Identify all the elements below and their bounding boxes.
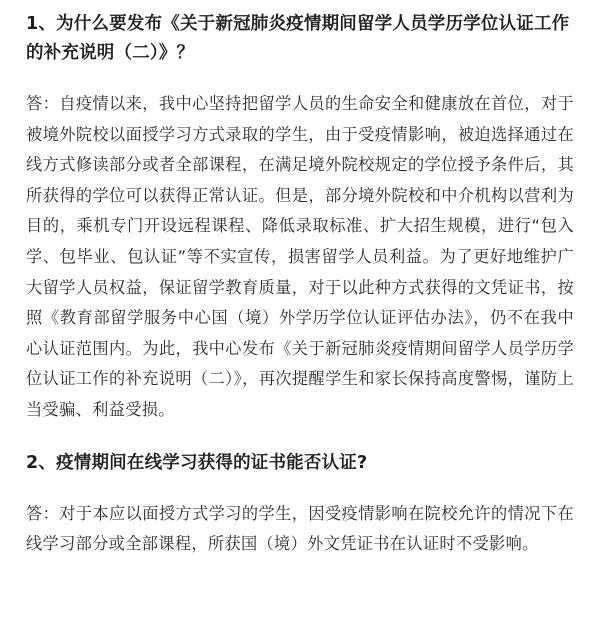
question-1-heading: 1、为什么要发布《关于新冠肺炎疫情期间留学人员学历学位认证工作的补充说明（二）》？ (26, 14, 570, 63)
question-2-heading: 2、疫情期间在线学习获得的证书能否认证? (26, 452, 368, 473)
answer-2-text: 答：对于本应以面授方式学习的学生，因受疫情影响在院校允许的情况下在线学习部分或全部课程，所获国（境）外文凭证书在认证时不受影响。 (26, 503, 574, 554)
answer-1-text: 答：自疫情以来，我中心坚持把留学人员的生命安全和健康放在首位，对于被境外院校以面授学习方式录取的学生，由于受疫情影响，被迫选择通过在线方式修读部分或者全部课程，在满足境外院校规定的学位授予条件后，其所获得的学位可以获得正常认证。但是，部分境外院校和中介机构以营利为目的，乘机专门开设远程课程、降低录取标准、扩大招生规模，进行“包入学、包毕业、包认证”等不实宣传，损害留学人员利益。为了更好地维护广大留学人员权益，保证留学教育质量，对于以此种方式获得的文凭证书，按照《教育部留学服务中心国（境）外学历学位认证评估办法》，仍不在我中心认证范围内。为此，我中心发布《关于新冠肺炎疫情期间留学人员学历学位认证工作的补充说明（二）》，再次提醒学生和家长保持高度警惕，谨防上当受骗、利益受损。 (26, 94, 574, 419)
